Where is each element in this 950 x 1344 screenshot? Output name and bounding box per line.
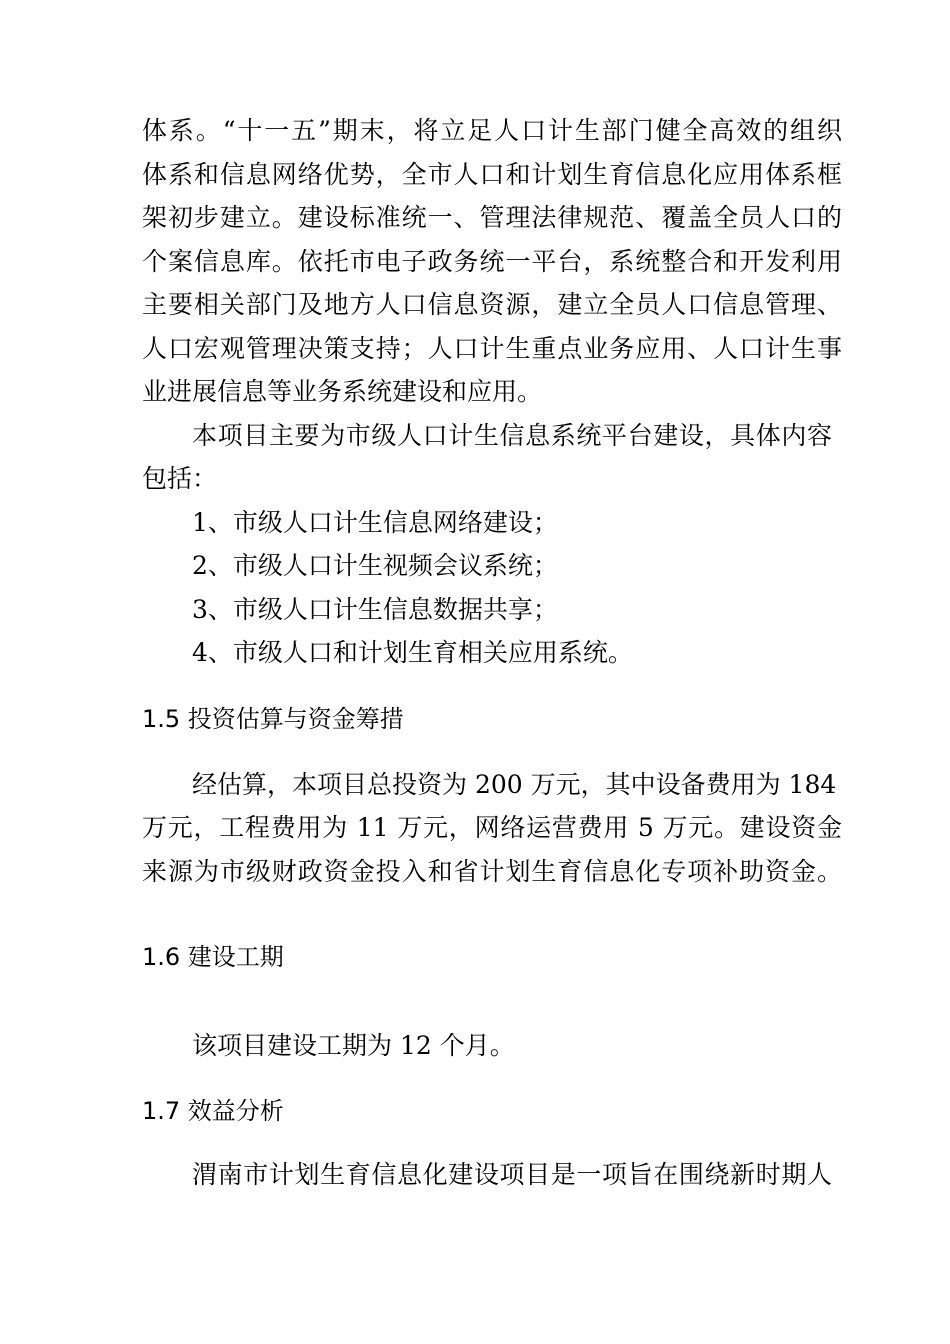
paragraph-line: 该项目建设工期为 12 个月。 (192, 1031, 515, 1060)
paragraph-line: 架初步建立。建设标准统一、管理法律规范、覆盖全员人口的 (142, 203, 842, 232)
paragraph-line: 体系和信息网络优势，全市人口和计划生育信息化应用体系框 (142, 160, 842, 189)
paragraph-line: 业进展信息等业务系统建设和应用。 (142, 377, 543, 406)
paragraph-line: 体系。“十一五”期末，将立足人口计生部门健全高效的组织 (142, 116, 842, 145)
paragraph-line: 万元，工程费用为 11 万元，网络运营费用 5 万元。建设资金 (142, 813, 842, 842)
section-heading: 1.5 投资估算与资金筹措 (142, 705, 404, 733)
paragraph-line: 来源为市级财政资金投入和省计划生育信息化专项补助资金。 (142, 857, 842, 886)
section-heading: 1.6 建设工期 (142, 943, 284, 971)
paragraph-line: 经估算，本项目总投资为 200 万元，其中设备费用为 184 (192, 770, 837, 799)
list-item: 1、市级人口计生信息网络建设； (192, 508, 558, 537)
list-item: 4、市级人口和计划生育相关应用系统。 (192, 638, 633, 667)
list-item: 3、市级人口计生信息数据共享； (192, 595, 558, 624)
paragraph-line: 渭南市计划生育信息化建设项目是一项旨在围绕新时期人 (192, 1160, 832, 1189)
paragraph-line: 本项目主要为市级人口计生信息系统平台建设，具体内容 (192, 421, 832, 450)
paragraph-line: 包括： (142, 464, 218, 493)
section-heading: 1.7 效益分析 (142, 1097, 284, 1125)
paragraph-line: 主要相关部门及地方人口信息资源，建立全员人口信息管理、 (142, 290, 842, 319)
paragraph-line: 个案信息库。依托市电子政务统一平台，系统整合和开发利用 (142, 247, 842, 276)
paragraph-line: 人口宏观管理决策支持；人口计生重点业务应用、人口计生事 (142, 334, 842, 363)
list-item: 2、市级人口计生视频会议系统； (192, 551, 558, 580)
